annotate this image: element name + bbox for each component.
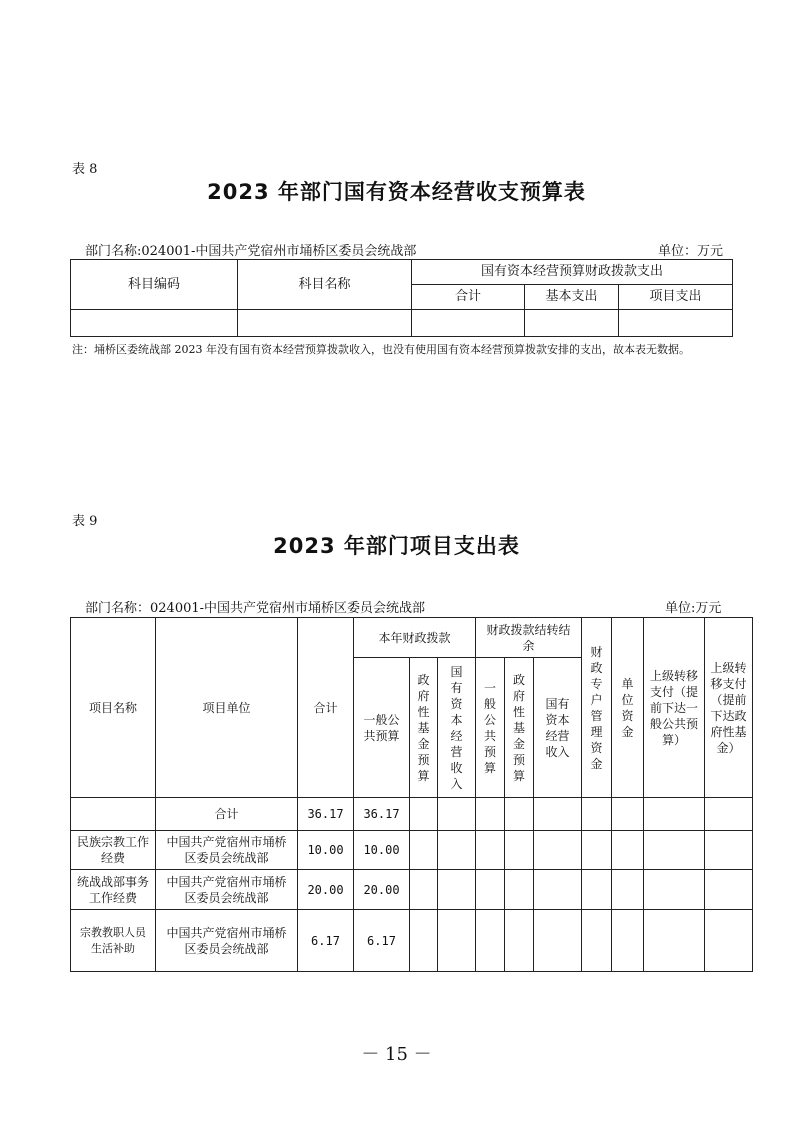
table8-header-code: 科目编码 (71, 260, 238, 310)
table9-row-total: 10.00 (298, 831, 354, 870)
table9-header-project-name: 项目名称 (71, 618, 156, 798)
table8-header-name: 科目名称 (238, 260, 412, 310)
table9-header-co-general: 一般公共预算 (484, 680, 497, 775)
table8-unit: 单位：万元 (658, 244, 724, 259)
table8-empty-row (71, 310, 733, 337)
table-row (71, 831, 753, 870)
table9-header-total: 合计 (298, 618, 354, 798)
table9-row-general: 10.00 (354, 831, 410, 870)
table9-row-name: 统战战部事务工作经费 (77, 874, 150, 905)
table9-label: 表 9 (72, 514, 98, 529)
table9-header-state-capital: 国有资本经营收入 (450, 664, 463, 791)
table9-row-unit: 中国共产党宿州市埇桥区委员会统战部 (166, 925, 287, 956)
table8-title: 2023 年部门国有资本经营收支预算表 (207, 180, 586, 204)
table8-label: 表 8 (72, 162, 98, 177)
table9-row-general: 20.00 (354, 870, 410, 910)
table8 (70, 259, 733, 337)
table8-header-group: 国有资本经营预算财政拨款支出 (412, 260, 733, 285)
table9-total-total: 36.17 (298, 798, 354, 831)
table9-row-name: 民族宗教工作经费 (77, 835, 150, 865)
table9-header-transfer-general: 上级转移支付（提前下达一般公共预算） (650, 668, 699, 747)
table9-unit: 单位:万元 (665, 601, 722, 616)
table9-header-co-gov-fund: 政府性基金预算 (513, 672, 526, 783)
table9-total-row (71, 798, 753, 831)
table9-header-co-state-capital: 国有资本经营收入 (545, 696, 570, 759)
table9-row-general: 6.17 (354, 910, 410, 972)
table9-row-name: 宗教教职人员生活补助 (80, 925, 146, 955)
table9-header-current-year: 本年财政拨款 (354, 618, 476, 658)
table8-note: 注：埇桥区委统战部 2023 年没有国有资本经营预算拨款收入，也没有使用国有资本经营预算拨款安排的支出，故本表无数据。 (72, 343, 690, 356)
table9-header-unit-fund: 单位资金 (621, 676, 634, 739)
table9-row-total: 6.17 (298, 910, 354, 972)
table-row (71, 910, 753, 972)
table9-title: 2023 年部门项目支出表 (273, 534, 520, 558)
table8-header-basic: 基本支出 (525, 285, 619, 310)
table9-header-special-fund: 财政专户管理资金 (590, 644, 603, 771)
table9-dept: 部门名称：024001-中国共产党宿州市埇桥区委员会统战部 (85, 601, 426, 616)
table8-dept: 部门名称:024001-中国共产党宿州市埇桥区委员会统战部 (85, 244, 417, 259)
table9-header-carryover: 财政拨款结转结余 (486, 622, 571, 653)
table9-total-label: 合计 (156, 798, 298, 831)
table8-header-project: 项目支出 (619, 285, 733, 310)
table9-row-total: 20.00 (298, 870, 354, 910)
table9 (70, 617, 753, 972)
table9-header-gov-fund: 政府性基金预算 (417, 672, 430, 783)
table9-total-general: 36.17 (354, 798, 410, 831)
table9-header-project-unit: 项目单位 (156, 618, 298, 798)
table-row (71, 870, 753, 910)
page-number: － 15 － (361, 1044, 432, 1065)
table9-header-transfer-fund: 上级转移支付（提前下达政府性基金） (710, 660, 747, 755)
table9-row-unit: 中国共产党宿州市埇桥区委员会统战部 (166, 835, 287, 865)
table9-row-unit: 中国共产党宿州市埇桥区委员会统战部 (166, 874, 287, 905)
table8-header-total: 合计 (412, 285, 525, 310)
table9-header-general-budget: 一般公共预算 (363, 712, 400, 743)
